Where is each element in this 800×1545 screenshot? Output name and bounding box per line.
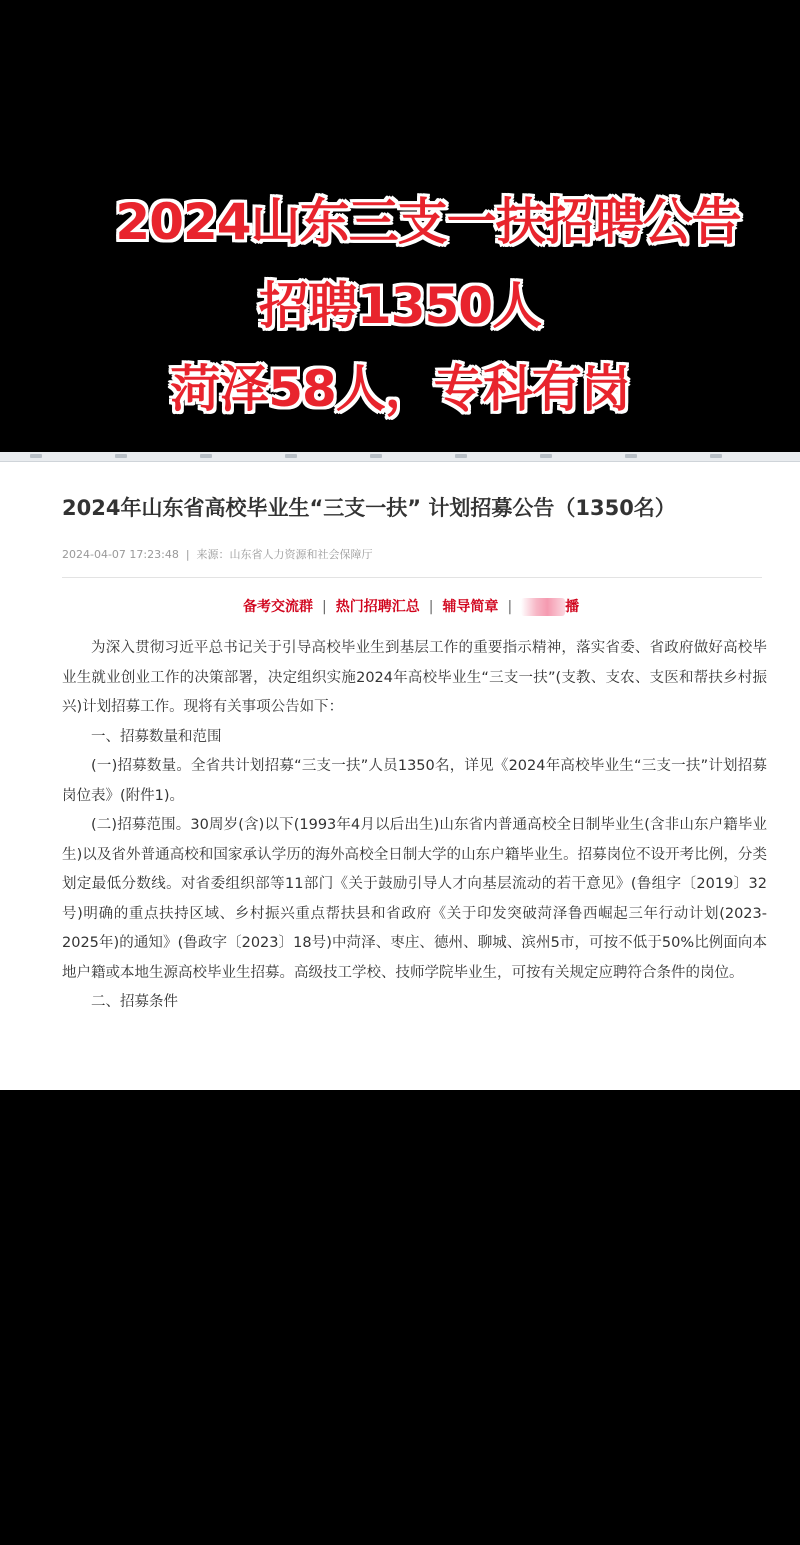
toolbar-tick xyxy=(30,454,42,458)
link-separator: | xyxy=(507,599,513,615)
article-meta xyxy=(62,546,373,562)
divider xyxy=(62,577,762,578)
toolbar-tick xyxy=(455,454,467,458)
toolbar-tick xyxy=(625,454,637,458)
link-broadcast[interactable]: 播 xyxy=(565,599,580,615)
banner-headline-2: 招聘1350人 xyxy=(258,277,542,335)
article-body xyxy=(62,634,767,1017)
publish-date: 2024-04-07 17:23:48 xyxy=(62,548,179,561)
bottom-black-area xyxy=(0,1090,800,1545)
toolbar-tick xyxy=(285,454,297,458)
meta-separator: | xyxy=(185,548,190,561)
toolbar-tick xyxy=(540,454,552,458)
toolbar-tick xyxy=(370,454,382,458)
article-screenshot xyxy=(0,452,800,1090)
article-source: 来源：山东省人力资源和社会保障厅 xyxy=(196,548,373,561)
link-separator: | xyxy=(428,599,434,615)
link-guide[interactable]: 辅导简章 xyxy=(442,599,499,615)
paragraph-intro: 为深入贯彻习近平总书记关于引导高校毕业生到基层工作的重要指示精神，落实省委、省政府做好高校毕业生就业创业工作的决策部署，决定组织实施2024年高校毕业生“三支一扶”(支教、支农、支医和帮扶乡村振兴)计划招募工作。现将有关事项公告如下： xyxy=(62,640,767,715)
browser-toolbar-strip xyxy=(0,452,800,462)
link-separator: | xyxy=(322,599,327,615)
section-heading-1: 一、招募数量和范围 xyxy=(91,728,222,745)
section-heading-2: 二、招募条件 xyxy=(91,994,178,1010)
toolbar-tick xyxy=(115,454,127,458)
toolbar-tick xyxy=(710,454,722,458)
link-exam-group[interactable]: 备考交流群 xyxy=(243,599,313,615)
top-banner xyxy=(0,0,800,452)
blurred-redaction xyxy=(521,598,565,616)
article-title: 2024年山东省高校毕业生“三支一扶” 计划招募公告（1350名） xyxy=(62,496,676,520)
toolbar-tick xyxy=(200,454,212,458)
quick-links xyxy=(243,596,579,616)
paragraph-scope: (二)招募范围。30周岁(含)以下(1993年4月以后出生)山东省内普通高校全日制毕业生(含非山东户籍毕业生)以及省外普通高校和国家承认学历的海外高校全日制大学的山东户籍毕业生。招募岗位不设开考比例，分类划定最低分数线。对省委组织部等11部门《关于鼓励引导人才向基层流动的若干意见》(鲁组字〔2019〕32号)明确的重点扶持区域、乡村振兴重点帮扶县和省政府《关于印发突破菏泽鲁西崛起三年行动计划(2023-2025年)的通知》(鲁政字〔2023〕18号)中菏泽、枣庄、德州、聊城、滨州5市，可按不低于50%比例面向本地户籍或本地生源高校毕业生招募。高级技工学校、技师学院毕业生，可按有关规定应聘符合条件的岗位。 xyxy=(62,817,767,981)
link-hot-jobs[interactable]: 热门招聘汇总 xyxy=(335,599,420,615)
banner-headline-1: 2024山东三支一扶招聘公告 xyxy=(115,193,741,251)
banner-headline-3: 菏泽58人，专科有岗 xyxy=(170,360,630,418)
paragraph-quota: (一)招募数量。全省共计划招募“三支一扶”人员1350名，详见《2024年高校毕业生“三支一扶”计划招募岗位表》(附件1)。 xyxy=(62,758,767,804)
